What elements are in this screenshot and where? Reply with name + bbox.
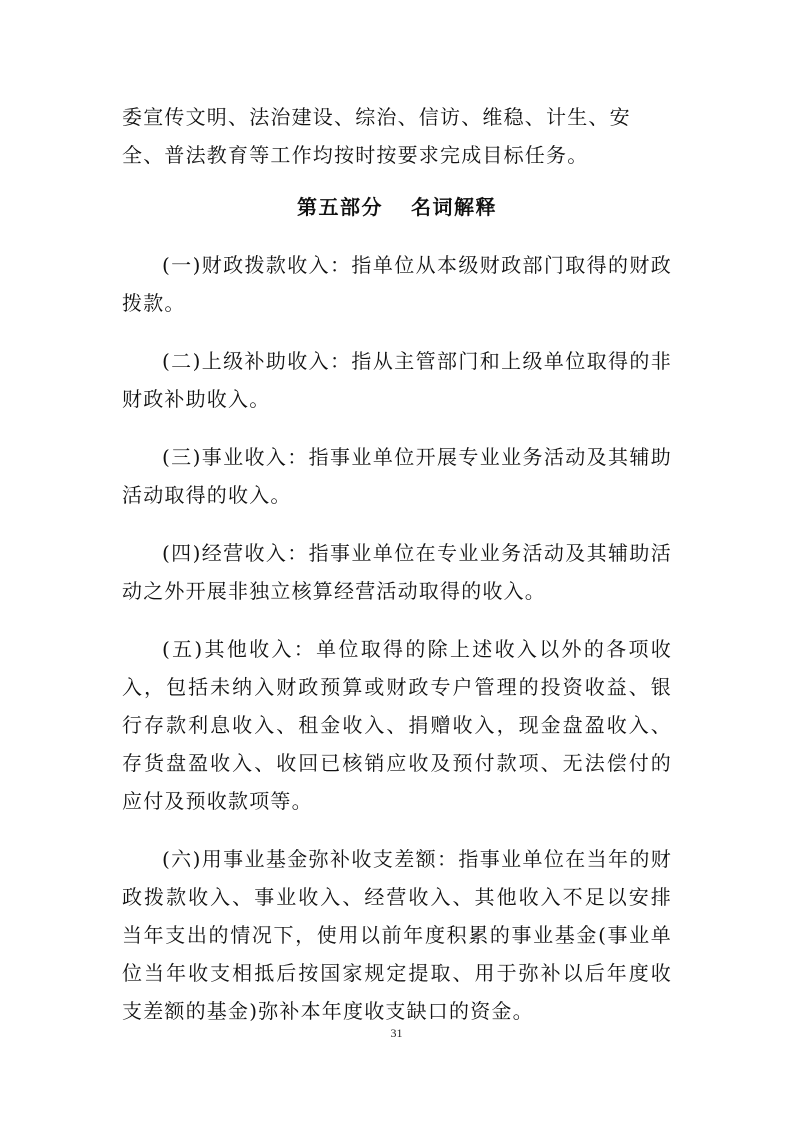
definition-label: (六): [162, 847, 202, 871]
definition-4: [122, 534, 672, 610]
definition-label: (三): [162, 445, 202, 469]
definition-3: [122, 438, 672, 514]
definition-label: (五): [162, 637, 204, 661]
definition-6: [122, 840, 672, 1030]
definition-text: 其他收入：单位取得的除上述收入以外的各项收入，包括未纳入财政预算或财政专户管理的投资收益、银行存款利息收入、租金收入、捐赠收入，现金盘盈收入、存货盘盈收入、收回已核销应收及预付款项、无法偿付的应付及预收款项等。: [122, 637, 672, 813]
definition-2: [122, 342, 672, 418]
definition-text: 经营收入：指事业单位在专业业务活动及其辅助活动之外开展非独立核算经营活动取得的收入。: [122, 541, 672, 603]
definition-text: 财政拨款收入：指单位从本级财政部门取得的财政拨款。: [122, 253, 672, 315]
section-name: 名词解释: [411, 195, 497, 219]
section-title: [122, 188, 672, 226]
definition-1: [122, 246, 672, 322]
intro-paragraph: [122, 98, 672, 174]
definition-label: (二): [162, 349, 202, 373]
definition-text: 事业收入：指事业单位开展专业业务活动及其辅助活动取得的收入。: [122, 445, 672, 507]
definition-label: (一): [162, 253, 202, 277]
page-content: [122, 98, 672, 1030]
intro-line-1: 委宣传文明、法治建设、综治、信访、维稳、计生、安: [122, 105, 631, 129]
definition-text: 用事业基金弥补收支差额：指事业单位在当年的财政拨款收入、事业收入、经营收入、其他收入不足以安排当年支出的情况下，使用以前年度积累的事业基金(事业单位当年收支相抵后按国家规定提取、用于弥补以后年度收支差额的基金)弥补本年度收支缺口的资金。: [122, 847, 672, 1023]
definition-text: 上级补助收入：指从主管部门和上级单位取得的非财政补助收入。: [122, 349, 672, 411]
definition-5: [122, 630, 672, 820]
section-part: 第五部分: [297, 195, 383, 219]
definition-label: (四): [162, 541, 202, 565]
intro-line-2: 全、普法教育等工作均按时按要求完成目标任务。: [122, 143, 589, 167]
page-number: 31: [390, 1026, 403, 1040]
